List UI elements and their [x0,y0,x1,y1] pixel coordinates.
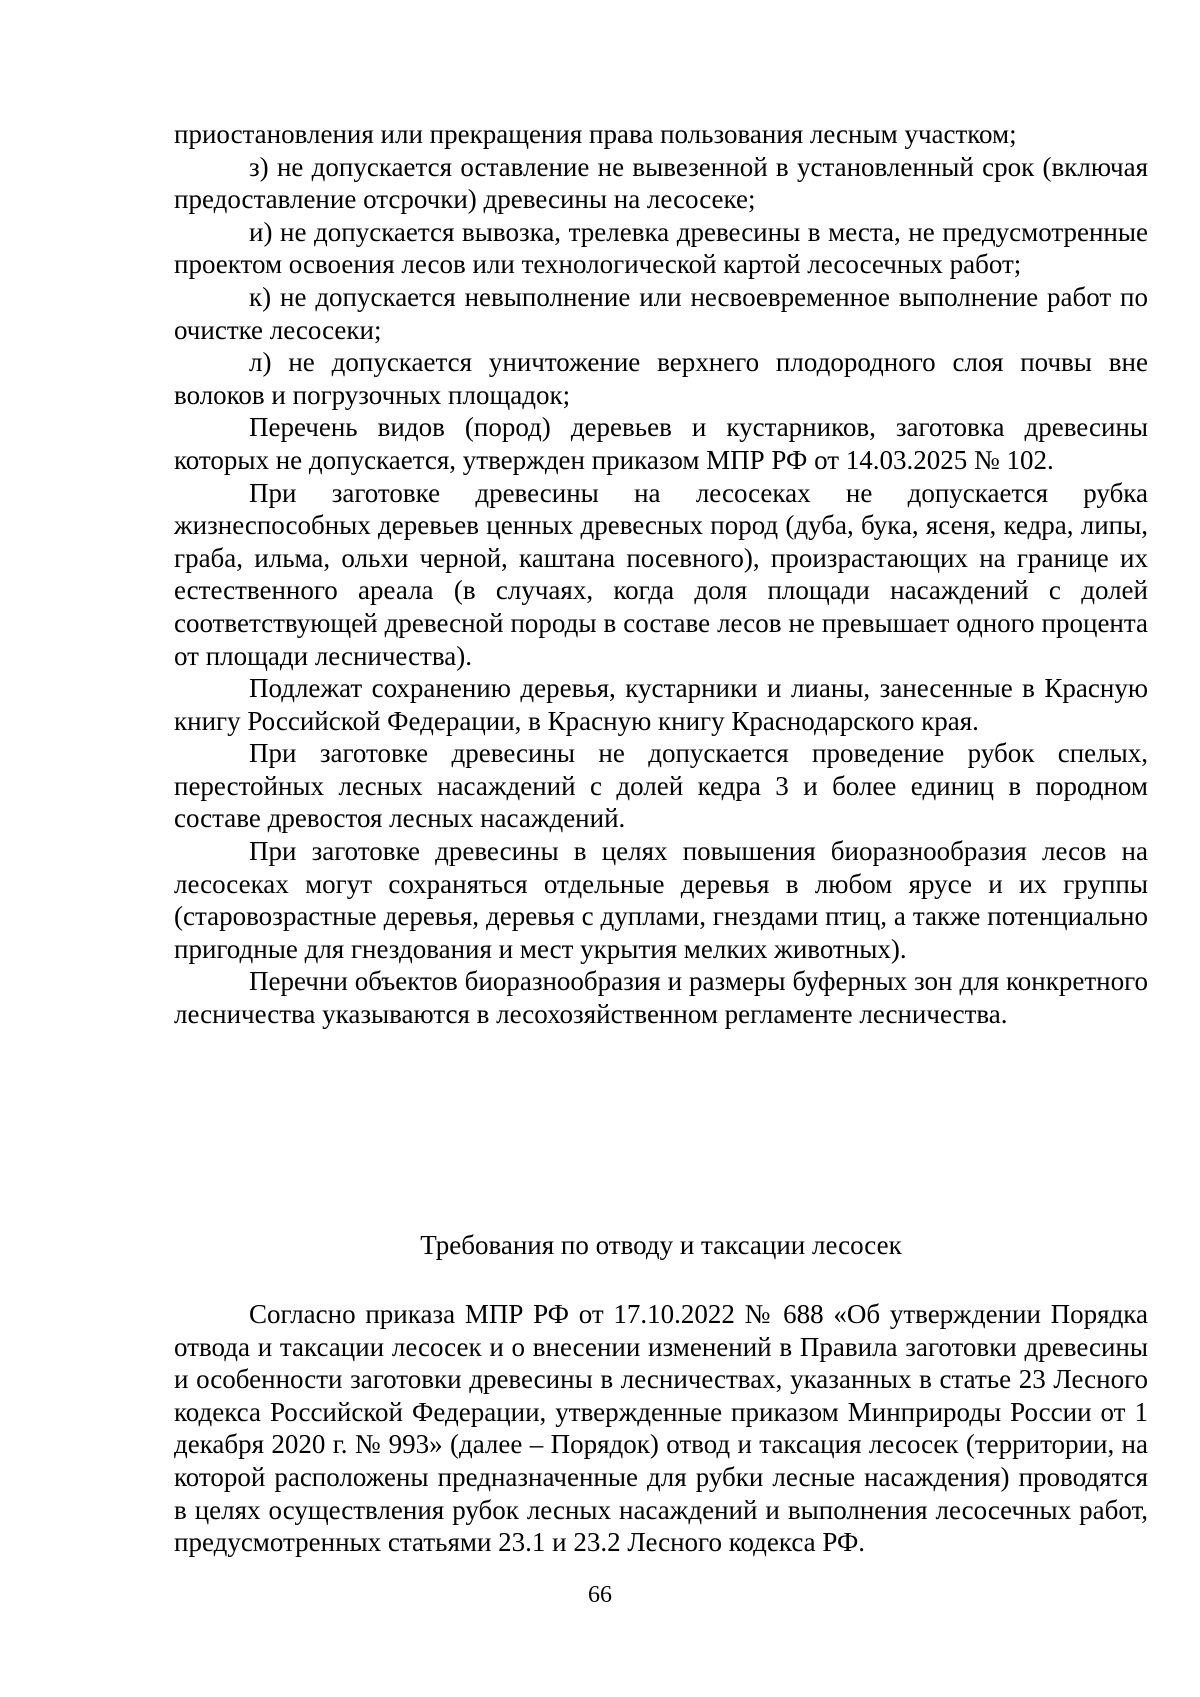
page-number: 66 [588,1582,612,1608]
section-heading: Требования по отводу и таксации лесосек [420,1230,902,1260]
paragraph-item-k: к) не допускается невыполнение или несвоевременное выполнение работ по очистке лесосеки; [174,281,1148,345]
paragraph-red-book: Подлежат сохранению деревья, кустарники и лианы, занесенные в Красную книгу Российской Федерации, в Красную книгу Краснодарского края. [174,673,1148,736]
paragraph-biodiversity: При заготовке древесины в целях повышения биоразнообразия лесов на лесосеках могут сохраняться отдельные деревья в любом ярусе и их группы (старовозрастные деревья, деревья с дуплами, гнездами птиц, а также потенциально пригодные для гнездования и мест укрытия мелких животных). [174,836,1148,964]
paragraph-item-z: з) не допускается оставление не вывезенной в установленный срок (включая предоставление отсрочки) древесины на лесосеке; [174,151,1148,215]
paragraph-item-i: и) не допускается вывозка, трелевка древесины в места, не предусмотренные проектом освоения лесов или технологической картой лесосечных работ; [174,216,1148,280]
paragraph-order-688: Согласно приказа МПР РФ от 17.10.2022 № 688 «Об утверждении Порядка отвода и таксации лесосек и о внесении изменений в Правила заготовки древесины и особенности заготовки древесины в лесничествах, указанных в статье 23 Лесного кодекса Российской Федерации, утвержденные приказом Минприроды России от 1 декабря 2020 г. № 993» (далее – Порядок) отвод и таксация лесосек (территории, на которой расположены предназначенные для рубки лесные насаждения) проводятся в целях осуществления рубок лесных насаждений и выполнения лесосечных работ, предусмотренных статьями 23.1 и 23.2 Лесного кодекса РФ. [174,1299,1148,1558]
paragraph-item-l: л) не допускается уничтожение верхнего плодородного слоя почвы вне волоков и погрузочных площадок; [174,347,1148,410]
paragraph-cedar: При заготовке древесины не допускается проведение рубок спелых, перестойных лесных насаждений с долей кедра 3 и более единиц в породном составе древостоя лесных насаждений. [174,738,1148,834]
paragraph-species-list: Перечень видов (пород) деревьев и кустарников, заготовка древесины которых не допускается, утвержден приказом МПР РФ от 14.03.2025 № 102. [174,412,1148,475]
body-text-top [174,118,1148,1031]
paragraph-buffer-zones: Перечни объектов биоразнообразия и размеры буферных зон для конкретного лесничества указываются в лесохозяйственном регламенте лесничества. [174,966,1148,1030]
body-text-bottom [174,1298,1148,1559]
paragraph-valuable-species: При заготовке древесины на лесосеках не допускается рубка жизнеспособных деревьев ценных древесных пород (дуба, бука, ясеня, кедра, липы, граба, ильма, ольхи черной, каштана посевного), произрастающих на границе их естественного ареала (в случаях, когда доля площади насаждений с долей соответствующей древесной породы в составе лесов не превышает одного процента от площади лесничества). [174,477,1148,671]
paragraph-continuation: приостановления или прекращения права пользования лесным участком; [174,119,1017,149]
